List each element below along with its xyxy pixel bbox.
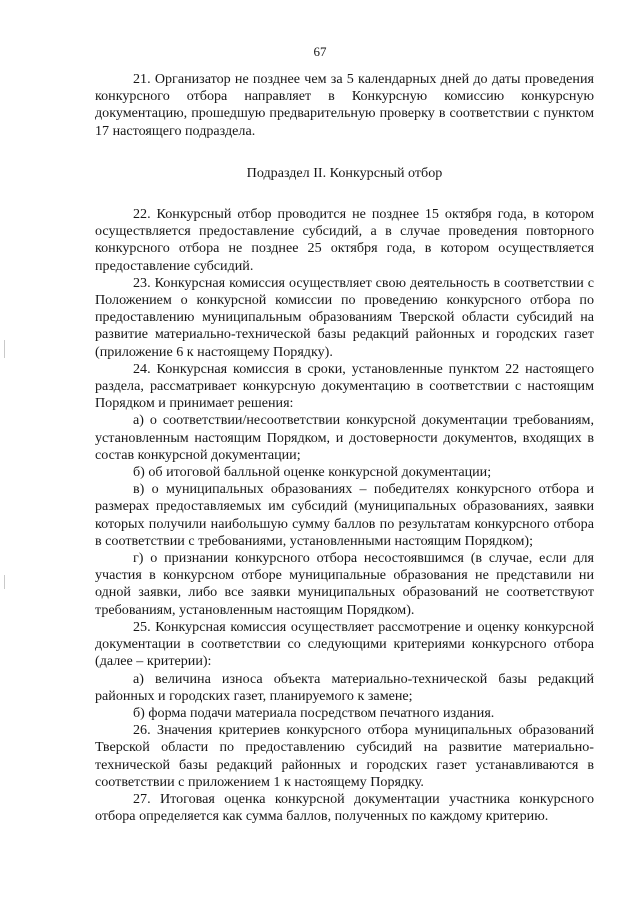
paragraph-23: 23. Конкурсная комиссия осуществляет свою деятельность в соответствии с Положением о конкурсной комиссии по проведению конкурсного отбора по предоставлению муниципальным образованиям Тверской области субсидий на развитие материально-технической базы редакций районных и городских газет (приложение 6 к настоящему Порядку). <box>95 274 594 360</box>
document-body <box>95 71 594 825</box>
paragraph-25-a: а) величина износа объекта материально-технической базы редакций районных и городских газет, планируемого к замене; <box>95 670 594 704</box>
section-heading: Подраздел II. Конкурсный отбор <box>246 164 443 181</box>
paragraph-24-a: а) о соответствии/несоответствии конкурсной документации требованиям, установленным настоящим Порядком, и достоверности документов, входящих в состав конкурсной документации; <box>95 412 594 463</box>
paragraph-25: 25. Конкурсная комиссия осуществляет рассмотрение и оценку конкурсной документации в соответствии со следующими критериями конкурсного отбора (далее – критерии): <box>95 618 594 670</box>
paragraph-21: 21. Организатор не позднее чем за 5 календарных дней до даты проведения конкурсного отбора направляет в Конкурсную комиссию конкурсную документацию, прошедшую предварительную проверку в соответствии с пунктом 17 настоящего подраздела. <box>95 71 594 139</box>
paragraph-25-b: б) форма подачи материала посредством печатного издания. <box>133 704 495 721</box>
paragraph-24-b: б) об итоговой балльной оценке конкурсной документации; <box>133 464 492 481</box>
paragraph-22: 22. Конкурсный отбор проводится не позднее 15 октября года, в котором осуществляется предоставление субсидий, а в случае проведения повторного конкурсного отбора не позднее 25 октября года, в котором осуществляется предоставление субсидий. <box>95 206 594 274</box>
paragraph-24: 24. Конкурсная комиссия в сроки, установленные пунктом 22 настоящего раздела, рассматривает конкурсную документацию в соответствии с настоящим Порядком и принимает решения: <box>95 360 594 412</box>
paragraph-24-v: в) о муниципальных образованиях – победителях конкурсного отбора и размерах предоставляемых им субсидий (муниципальных образованиях, заявки которых получили наибольшую сумму баллов по результатам конкурсного отбора в соответствии с требованиями, установленными настоящим Порядком); <box>95 481 594 549</box>
scan-margin-mark <box>4 575 5 589</box>
paragraph-26: 26. Значения критериев конкурсного отбора муниципальных образований Тверской области по предоставлению субсидий на развитие материально-технической базы редакций районных и городских газет устанавливаются в соответствии с приложением 1 к настоящему Порядку. <box>95 722 594 790</box>
scan-margin-mark <box>4 340 5 358</box>
page-number: 67 <box>313 44 327 59</box>
paragraph-24-g: г) о признании конкурсного отбора несостоявшимся (в случае, если для участия в конкурсном отборе муниципальные образования не представили ни одной заявки, либо все заявки муниципальных образований не соответствуют требованиям, установленным настоящим Порядком). <box>95 550 594 618</box>
paragraph-27: 27. Итоговая оценка конкурсной документации участника конкурсного отбора определяется как сумма баллов, полученных по каждому критерию. <box>95 790 594 825</box>
